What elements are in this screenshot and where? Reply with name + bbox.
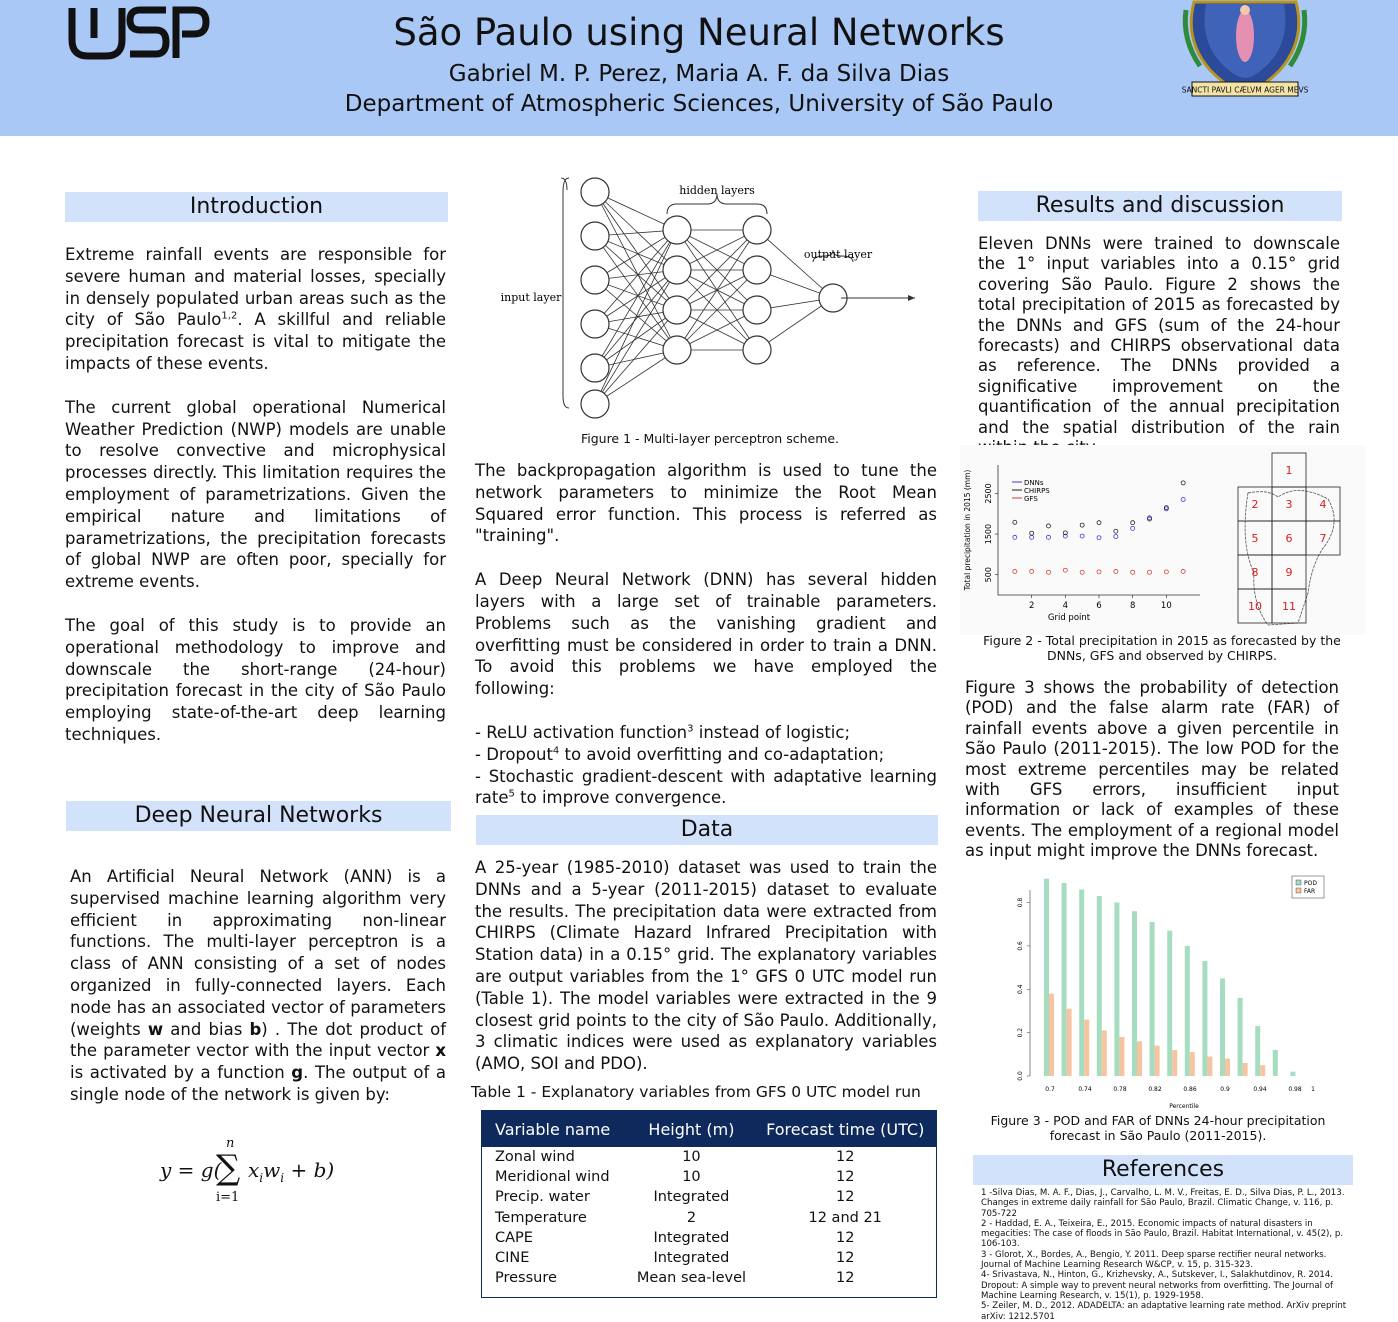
neuron-node: [663, 256, 691, 284]
grid-point-label: 2: [1251, 498, 1259, 511]
data-heading: Data: [476, 815, 938, 845]
node-output-equation: y = g( n ∑ i=1 $x_iw_i + b$): [160, 1136, 335, 1205]
table-row: [482, 1167, 936, 1187]
x-tick-label: 0.82: [1148, 1086, 1162, 1093]
y-tick-label: 2500: [984, 483, 993, 504]
table-header: Height (m): [648, 1119, 735, 1139]
intro-paragraph-2: The current global operational Numerical Weather Prediction (NWP) models are unable to resolve convective and microphysical processes directly. This limitation requires the employment of parametrizations. Given the empirical nature and limitations of parametrizations, the precipitation forecasts of global NWP are often poor, specially for extreme events.: [65, 397, 446, 592]
bar: [1044, 879, 1049, 1076]
table-cell: Integrated: [653, 1229, 730, 1246]
intro-paragraph-1: Extreme rainfall events are responsible for severe human and material losses, specially in densely populated urban areas such as the city of São Paulo$^{1,2}$. A skillful and reliable precipitation forecast is vital to mitigate the impacts of these events.: [65, 245, 446, 373]
data-point: [1063, 568, 1067, 572]
bar: [1150, 922, 1155, 1076]
x-tick-label: 0.94: [1253, 1086, 1267, 1093]
bar: [1097, 896, 1102, 1076]
bar: [1102, 1030, 1107, 1076]
results-paragraph-2: Figure 3 shows the probability of detection (POD) and the false alarm rate (FAR) of rainfall events above a given percentile in São Paulo (2011-2015). The low POD for the most extreme percentiles may be related with GFS errors, insufficient input information or lack of examples of these events. The employment of a regional model as input might improve the DNNs forecast.: [965, 678, 1339, 861]
data-point: [1114, 529, 1118, 533]
y-tick-label: 0.8: [1017, 897, 1024, 908]
data-point: [1030, 535, 1034, 539]
poster-title: São Paulo using Neural Networks: [393, 11, 1005, 54]
references-heading: References: [973, 1155, 1353, 1185]
intro-heading: Introduction: [65, 192, 448, 222]
dnn-heading: Deep Neural Networks: [66, 801, 451, 831]
x-tick-label: 0.86: [1183, 1086, 1197, 1093]
neuron-node: [663, 216, 691, 244]
table-cell: 12: [835, 1229, 855, 1246]
neuron-node: [743, 256, 771, 284]
grid-point-label: 8: [1251, 566, 1259, 579]
dnn-paragraph: An Artificial Neural Network (ANN) is a supervised machine learning algorithm very efficient in approximating non-linear functions. The multi-layer perceptron is a class of ANN consisting of a set of nodes organized in fully-connected layers. Each node has an associated vector of parameters (weights w and bias b) . The dot product of the parameter vector with the input vector x is activated by a function g. The output of a single node of the network is given by:: [70, 867, 447, 1104]
list-item: - ReLU activation function$^3$ instead of logistic;: [475, 722, 851, 742]
intro-body: [65, 244, 446, 746]
data-point: [1114, 535, 1118, 539]
grid-point-label: 11: [1282, 600, 1296, 613]
bar: [1255, 1026, 1260, 1076]
figure-2-caption: Figure 2 - Total precipitation in 2015 as forecasted by the DNNs, GFS and observed by CHIRPS.: [983, 633, 1341, 663]
bar: [1119, 1037, 1124, 1076]
x-tick-label: 6: [1096, 601, 1102, 611]
bar: [1225, 1059, 1230, 1076]
data-point: [1131, 521, 1135, 525]
results-body-1: [978, 234, 1340, 458]
table-1-caption: Table 1 - Explanatory variables from GFS 0 UTC model run: [471, 1083, 921, 1101]
label-input-layer: input layer: [500, 291, 562, 304]
grid-point-label: 9: [1285, 566, 1293, 579]
bar: [1172, 1050, 1177, 1076]
x-tick-label: 0.78: [1113, 1086, 1127, 1093]
dnn-problems-paragraph: A Deep Neural Network (DNN) has several hidden layers with a large set of trainable parameters. Problems such as the vanishing gradient and overfitting must be considered in order to train a DNN. To avoid this problems we have employed the following:: [475, 570, 937, 699]
neuron-node: [581, 178, 609, 206]
bar: [1079, 890, 1084, 1076]
figure-3: [1010, 868, 1340, 1113]
data-point: [1047, 570, 1051, 574]
data-point: [1080, 523, 1084, 527]
bar: [1207, 1056, 1212, 1076]
table-header: Variable name: [495, 1119, 611, 1139]
table-cell: CINE: [495, 1250, 530, 1267]
x-tick-label: 1: [1311, 1086, 1315, 1093]
grid-point-label: 1: [1285, 464, 1293, 477]
references-list: [981, 1188, 1353, 1322]
legend-entry: DNNs: [1024, 479, 1044, 487]
x-axis-label: Percentile: [1169, 1103, 1199, 1110]
y-axis-label: Total precipitation in 2015 (mm): [963, 469, 972, 591]
data-point: [1181, 481, 1185, 485]
table-cell: 10: [682, 1169, 701, 1186]
neuron-node: [663, 336, 691, 364]
grid-point-label: 7: [1319, 532, 1327, 545]
bar: [1190, 1052, 1195, 1076]
grid-point-label: 5: [1251, 532, 1259, 545]
y-tick-label: 0.0: [1017, 1071, 1024, 1081]
label-output-layer: output layer: [803, 248, 873, 261]
reference-item: 2 - Haddad, E. A., Teixeira, E., 2015. Economic impacts of natural disasters in megacities: The case of floods in São Paulo, Brazil. Habitat International, v. 45(2), p. 106-103.: [981, 1218, 1344, 1250]
grid-point-label: 3: [1285, 498, 1293, 511]
data-point: [1080, 534, 1084, 538]
table-row: [482, 1147, 936, 1167]
table-cell: Meridional wind: [495, 1169, 610, 1186]
table-header: Forecast time (UTC): [766, 1119, 925, 1139]
x-axis-label: Grid point: [1047, 613, 1091, 623]
neuron-node: [743, 336, 771, 364]
table-row: [482, 1187, 936, 1207]
table-cell: Pressure: [495, 1270, 557, 1287]
list-item: - Dropout$^4$ to avoid overfitting and co-adaptation;: [475, 744, 885, 764]
table-cell: 12: [835, 1189, 855, 1206]
data-point: [1131, 526, 1135, 530]
data-point: [1097, 521, 1101, 525]
neuron-node: [581, 310, 609, 338]
table-cell: Integrated: [653, 1189, 730, 1206]
reference-item: 4- Srivastava, N., Hinton, G., Krizhevsky, A., Sutskever, I., Salakhutdinov, R. 2014. Dropout: A simple way to prevent neural networks from overfitting. The Journal of Machine Learning Research, v. 15(1), p. 1929-1958.: [981, 1270, 1334, 1301]
table-row: [482, 1248, 936, 1268]
table-cell: 12: [835, 1149, 855, 1166]
bar: [1084, 1020, 1089, 1076]
data-point: [1013, 520, 1017, 524]
data-point: [1080, 570, 1084, 574]
y-tick-label: 0.4: [1017, 984, 1024, 995]
legend-entry: CHIRPS: [1024, 487, 1050, 495]
table-row: [482, 1208, 936, 1228]
table-1: [481, 1110, 937, 1298]
bar: [1290, 1072, 1295, 1076]
data-point: [1097, 570, 1101, 574]
y-tick-label: 0.2: [1017, 1027, 1024, 1038]
neuron-node: [743, 296, 771, 324]
results-body-2: [965, 678, 1339, 862]
data-point: [1030, 569, 1034, 573]
intro-paragraph-3: The goal of this study is to provide an operational methodology to improve and downscale the short-range (24-hour) precipitation forecast in the city of São Paulo employing state-of-the-art deep learning techniques.: [65, 615, 446, 744]
table-cell: Temperature: [495, 1209, 587, 1226]
label-hidden-layers: hidden layers: [679, 184, 755, 197]
grid-point-label: 6: [1285, 532, 1293, 545]
bar: [1062, 883, 1067, 1076]
data-point: [1148, 570, 1152, 574]
data-paragraph: A 25-year (1985-2010) dataset was used to train the DNNs and a 5-year (2011-2015) dataset to evaluate the results. The precipitation data were extracted from CHIRPS (Climate Hazard Infrared Precipitation with Station data) in a 0.15° grid. The explanatory variables are output variables from the 1° GFS 0 UTC model run (Table 1). The model variables were extracted in the 9 closest grid points to the city of São Paulo. Additionally, 3 climatic indices were used as explanatory variables (AMO, SOI and PDO).: [475, 858, 937, 1074]
university-seal: [1180, 0, 1310, 100]
grid-point-label: 10: [1248, 600, 1262, 613]
neuron-node: [581, 222, 609, 250]
poster-authors: Gabriel M. P. Perez, Maria A. F. da Silva Dias: [448, 61, 950, 87]
poster-affiliation: Department of Atmospheric Sciences, University of São Paulo: [344, 91, 1054, 117]
middle-body: [475, 460, 937, 809]
bar: [1155, 1046, 1160, 1076]
data-point: [1181, 498, 1185, 502]
data-point: [1181, 569, 1185, 573]
neuron-node: [743, 216, 771, 244]
bar: [1167, 931, 1172, 1076]
bar: [1049, 994, 1054, 1076]
legend-entry: POD: [1304, 880, 1317, 887]
x-tick-label: 10: [1160, 601, 1172, 611]
data-point: [1013, 569, 1017, 573]
bar: [1132, 911, 1137, 1076]
neuron-node: [581, 354, 609, 382]
backprop-paragraph: The backpropagation algorithm is used to tune the network parameters to minimize the Root Mean Squared error function. This process is referred as "training".: [475, 461, 937, 546]
bar: [1260, 1065, 1265, 1076]
bar: [1185, 946, 1190, 1076]
table-cell: 2: [686, 1209, 697, 1226]
results-paragraph-1: Eleven DNNs were trained to downscale the 1° input variables into a 0.15° grid covering São Paulo. Figure 2 shows the total precipitation of 2015 as forecasted by the DNNs and GFS (sum of the 24-hour forecasts) and CHIRPS observational data as reference. The DNNs provided a significative improvement on the quantification of the annual precipitation and the spatial distribution of the rain: [978, 234, 1340, 437]
bar: [1238, 998, 1243, 1076]
x-tick-label: 0.98: [1288, 1086, 1302, 1093]
figure-3-caption: Figure 3 - POD and FAR of DNNs 24-hour precipitation forecast in São Paulo (2011-2015).: [990, 1113, 1326, 1143]
bar: [1243, 1063, 1248, 1076]
table-cell: 12: [835, 1270, 855, 1287]
table-cell: 12: [835, 1169, 855, 1186]
data-point: [1013, 535, 1017, 539]
figure-1: [495, 172, 925, 424]
list-item: - Stochastic gradient-descent with adaptative learning rate$^5$ to improve convergence.: [475, 766, 937, 808]
data-point: [1030, 531, 1034, 535]
bar: [1202, 961, 1207, 1076]
table-cell: Mean sea-level: [636, 1270, 747, 1287]
table-cell: 12 and 21: [808, 1209, 882, 1226]
x-tick-label: 8: [1129, 601, 1136, 611]
legend-entry: GFS: [1024, 495, 1038, 503]
data-body: [475, 857, 937, 1075]
data-point: [1047, 524, 1051, 528]
bar: [1114, 903, 1119, 1076]
x-tick-label: 0.7: [1045, 1086, 1055, 1093]
x-tick-label: 4: [1062, 601, 1069, 611]
data-point: [1164, 570, 1168, 574]
seal-motto: SANCTI PAVLI CÆLVM AGER MEVS: [1181, 85, 1309, 95]
x-tick-label: 0.9: [1220, 1086, 1230, 1093]
results-heading: Results and discussion: [978, 191, 1342, 221]
table-cell: Precip. water: [495, 1189, 590, 1206]
neuron-node: [581, 390, 609, 418]
neuron-node: [663, 296, 691, 324]
data-point: [1131, 570, 1135, 574]
table-cell: Zonal wind: [495, 1149, 575, 1166]
bar: [1137, 1041, 1142, 1076]
techniques-list: [475, 722, 937, 809]
bar: [1273, 1050, 1278, 1076]
figure-2: [960, 445, 1365, 635]
table-row: [482, 1228, 936, 1248]
table-cell: Integrated: [653, 1250, 730, 1267]
table-row: [482, 1268, 936, 1288]
bar: [1067, 1009, 1072, 1076]
neuron-node: [581, 266, 609, 294]
x-tick-label: 2: [1028, 601, 1035, 611]
reference-item: 1 -Silva Dias, M. A. F., Dias, J., Carvalho, L. M. V., Freitas, E. D., Silva Dias, P. L., 2013. Changes in extreme daily rainfall for São Paulo, Brazil. Climatic Change, v. 116, p. 705-722: [981, 1188, 1345, 1219]
reference-item: 3 - Glorot, X., Bordes, A., Bengio, Y. 2011. Deep sparse rectifier neural networks. Journal of Machine Learning Research W&CP, v. 15, p. 315-323.: [981, 1249, 1327, 1271]
table-cell: 12: [835, 1250, 855, 1267]
table-cell: CAPE: [495, 1229, 533, 1246]
figure-1-caption: Figure 1 - Multi-layer perceptron scheme.: [580, 431, 840, 446]
grid-point-label: 4: [1319, 498, 1327, 511]
data-point: [1047, 535, 1051, 539]
data-point: [1114, 569, 1118, 573]
bar: [1220, 978, 1225, 1076]
y-tick-label: 500: [984, 567, 993, 583]
y-tick-label: 1500: [984, 523, 993, 545]
table-cell: 10: [682, 1149, 701, 1166]
legend-entry: FAR: [1304, 888, 1316, 895]
data-point: [1097, 536, 1101, 540]
dnn-body: [70, 866, 446, 1106]
reference-item: 5- Zeiler, M. D., 2012. ADADELTA: an adaptative learning rate method. ArXiv preprint arXiv: 1212.5701: [981, 1301, 1347, 1322]
y-tick-label: 0.6: [1017, 941, 1024, 951]
x-tick-label: 0.74: [1078, 1086, 1092, 1093]
sao-paulo-grid-map: [1238, 453, 1340, 625]
